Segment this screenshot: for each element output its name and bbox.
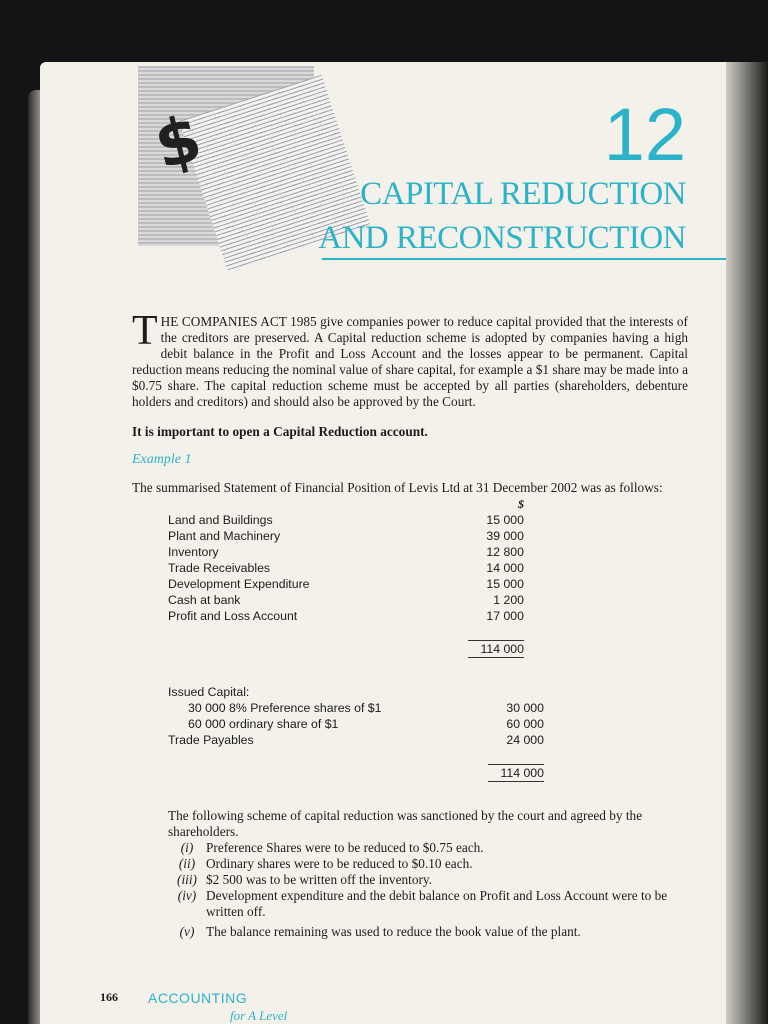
asset-label: Development Expenditure <box>168 577 310 591</box>
intro-paragraph <box>132 308 688 410</box>
list-item <box>168 924 688 940</box>
issued-capital-heading: Issued Capital: <box>168 685 250 699</box>
table-row <box>168 560 524 576</box>
asset-amount: 12 800 <box>486 545 524 559</box>
liability-amount: 24 000 <box>506 733 544 747</box>
step-number: (v) <box>179 924 195 939</box>
table-row <box>168 512 524 528</box>
step-text: Development expenditure and the debit balance on Profit and Loss Account were to be written off. <box>206 888 668 919</box>
chapter-photo <box>138 66 314 246</box>
asset-label: Cash at bank <box>168 593 241 607</box>
page-content <box>132 308 688 940</box>
liabilities-total: 114 000 <box>488 765 544 782</box>
step-number: (iii) <box>177 872 197 887</box>
assets-total: 114 000 <box>468 641 524 658</box>
book-page <box>40 62 740 1024</box>
table-row <box>168 732 544 748</box>
liability-amount: 60 000 <box>506 717 544 731</box>
chapter-title-line1: CAPITAL REDUCTION <box>360 176 686 212</box>
table-row <box>168 716 544 732</box>
asset-amount: 14 000 <box>486 561 524 575</box>
liability-label: 60 000 ordinary share of $1 <box>188 717 339 731</box>
step-text: Ordinary shares were to be reduced to $0.10 each. <box>206 856 473 871</box>
page-number: 166 <box>100 990 118 1004</box>
liabilities-table <box>168 684 544 782</box>
step-text: The balance remaining was used to reduce the book value of the plant. <box>206 924 581 939</box>
list-item <box>168 888 688 920</box>
step-number: (i) <box>180 840 194 855</box>
currency-header: $ <box>518 497 524 511</box>
footer-subtitle: for A Level <box>230 1008 288 1023</box>
asset-label: Land and Buildings <box>168 513 273 527</box>
table-row <box>168 528 524 544</box>
statement-intro: The summarised Statement of Financial Position of Levis Ltd at 31 December 2002 was as follows: <box>132 480 663 495</box>
asset-label: Trade Receivables <box>168 561 271 575</box>
asset-amount: 17 000 <box>486 609 524 623</box>
table-row <box>168 700 544 716</box>
list-item <box>168 872 688 888</box>
table-row <box>168 576 524 592</box>
scheme-intro: The following scheme of capital reduction was sanctioned by the court and agreed by the shareholders. <box>168 808 643 839</box>
footer-brand: ACCOUNTING <box>148 990 248 1006</box>
liability-label: 30 000 8% Preference shares of $1 <box>188 701 382 715</box>
list-item <box>168 856 688 872</box>
assets-table <box>168 496 524 658</box>
asset-amount: 1 200 <box>493 593 524 607</box>
important-note: It is important to open a Capital Reduction account. <box>132 424 428 439</box>
step-number: (ii) <box>178 856 196 871</box>
asset-label: Plant and Machinery <box>168 529 281 543</box>
table-row <box>168 684 544 700</box>
table-row <box>168 592 524 608</box>
liability-label: Trade Payables <box>168 733 254 747</box>
step-text: Preference Shares were to be reduced to $0.75 each. <box>206 840 484 855</box>
chapter-title-line2: AND RECONSTRUCTION <box>318 220 686 256</box>
list-item <box>168 840 688 856</box>
scheme-steps-list <box>168 840 688 940</box>
liability-amount: 30 000 <box>506 701 544 715</box>
asset-label: Inventory <box>168 545 219 559</box>
asset-amount: 15 000 <box>486 513 524 527</box>
assets-total-row <box>168 641 524 658</box>
dollar-sign-icon: $ <box>147 101 209 185</box>
asset-amount: 15 000 <box>486 577 524 591</box>
asset-amount: 39 000 <box>486 529 524 543</box>
step-number: (iv) <box>177 888 197 903</box>
asset-label: Profit and Loss Account <box>168 609 298 623</box>
liabilities-total-row <box>168 765 544 782</box>
book-gutter-shadow <box>726 62 768 1024</box>
intro-text: HE COMPANIES ACT 1985 give companies power to reduce capital provided that the interests of the creditors are preserved. A Capital reduction scheme is adopted by companies having a high debit balance in the Profit and Loss Account and the losses appear to be permanent. Capital reduction means reducing the nominal value of share capital, for example a $1 share may be made into a $0.75 share. The capital reduction scheme must be accepted by all parties (shareholders, debenture holders and creditors) and should also be approved by the Court. <box>132 314 688 409</box>
drop-cap: T <box>132 308 158 354</box>
table-row <box>168 608 524 624</box>
chapter-title <box>318 172 686 260</box>
title-rule <box>322 258 740 260</box>
chapter-number: 12 <box>603 93 686 176</box>
table-row <box>168 544 524 560</box>
step-text: $2 500 was to be written off the inventory. <box>206 872 433 887</box>
example-heading: Example 1 <box>132 452 192 467</box>
